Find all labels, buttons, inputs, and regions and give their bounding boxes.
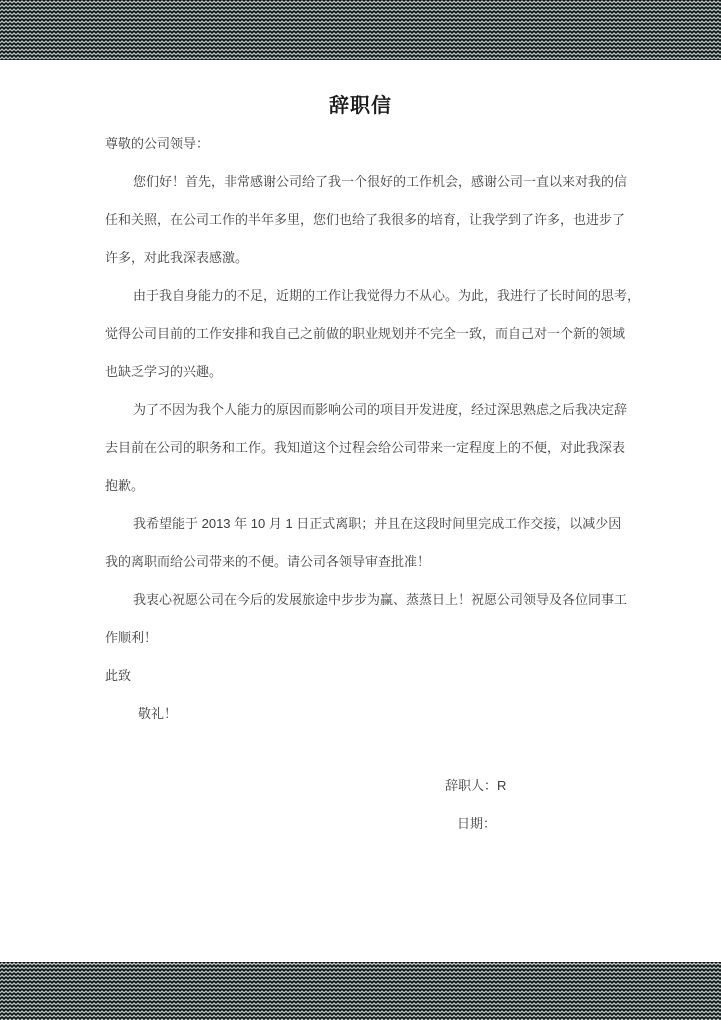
letter-line: 我衷心祝愿公司在今后的发展旅途中步步为赢、蒸蒸日上！祝愿公司领导及各位同事工	[133, 592, 628, 607]
letter-body	[105, 125, 665, 733]
letter-line: 我的离职而给公司带来的不便。请公司各领导审查批准！	[105, 554, 431, 569]
letter-line: 去目前在公司的职务和工作。我知道这个过程会给公司带来一定程度上的不便，对此我深表	[105, 440, 626, 455]
signature-date: 日期：	[457, 816, 497, 831]
letter-line: 任和关照，在公司工作的半年多里，您们也给了我很多的培育，让我学到了许多，也进步了	[105, 212, 626, 227]
zigzag-pattern-graphic	[0, 962, 721, 1020]
letter-line: 作顺利！	[105, 630, 158, 645]
letter-line: 也缺乏学习的兴趣。	[105, 364, 223, 379]
letter-line: 为了不因为我个人能力的原因而影响公司的项目开发进度，经过深思熟虑之后我决定辞	[133, 402, 628, 417]
letter-line-closing: 此致	[105, 668, 132, 683]
letter-line: 抱歉。	[105, 478, 145, 493]
letter-line: 由于我自身能力的不足，近期的工作让我觉得力不从心。为此，我进行了长时间的思考，	[133, 288, 641, 303]
zigzag-pattern-graphic	[0, 0, 721, 60]
letter-title: 辞职信	[329, 95, 392, 117]
letter-line: 我希望能于 2013 年 10 月 1 日正式离职；并且在这段时间里完成工作交接，以减少因	[133, 516, 622, 531]
signature-name: 辞职人：R	[445, 778, 507, 793]
letter-line: 觉得公司目前的工作安排和我自己之前做的职业规划并不完全一致，而自己对一个新的领域	[105, 326, 626, 341]
letter-line-salutation: 尊敬的公司领导：	[105, 136, 210, 151]
decorative-zigzag-border-top	[0, 0, 721, 60]
letter-line-salute: 敬礼！	[138, 706, 178, 721]
decorative-zigzag-border-bottom	[0, 962, 721, 1020]
letter-line: 许多，对此我深表感激。	[105, 250, 249, 265]
letter-line: 您们好！首先，非常感谢公司给了我一个很好的工作机会，感谢公司一直以来对我的信	[133, 174, 628, 189]
